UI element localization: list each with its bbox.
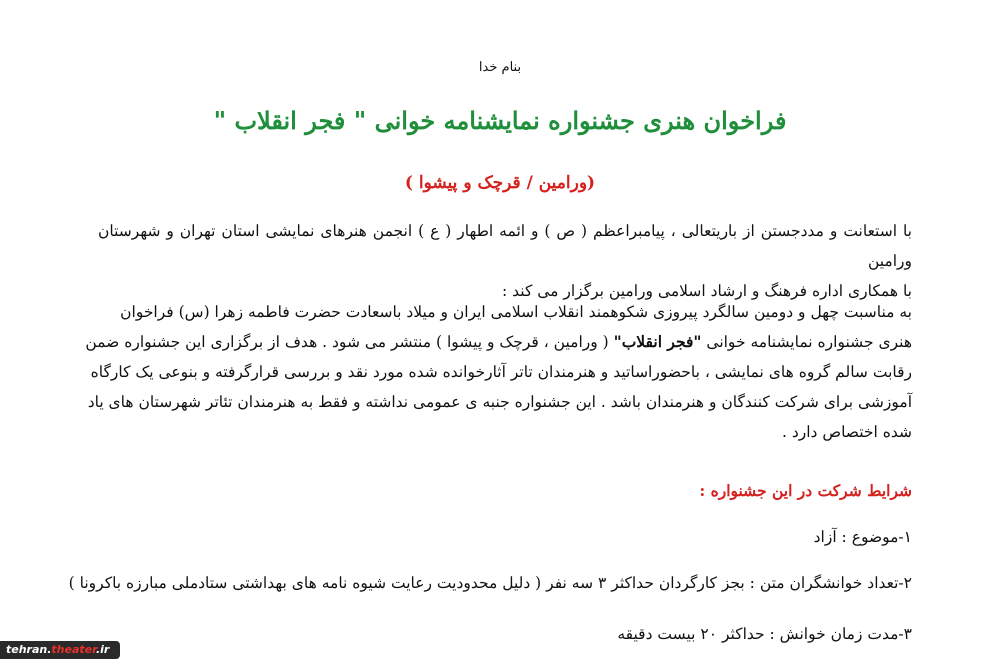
site-watermark	[0, 641, 120, 659]
bismillah-heading: بنام خدا	[478, 60, 522, 75]
conditions-heading: شرایط شرکت در این جشنواره :	[699, 481, 912, 500]
subtitle-locations: (ورامین / قرچک و پیشوا )	[404, 173, 596, 193]
body-line	[85, 327, 912, 357]
watermark-suffix: .ir	[95, 643, 110, 656]
condition-item: ۱-موضوع : آزاد	[813, 528, 912, 546]
body-line: آموزشی برای شرکت کنندگان و هنرمندان باشد . این جشنواره جنبه ی عمومی نداشته و فقط به هنرمندان تئاتر شهرستان های یاد	[87, 393, 912, 411]
condition-item: ۲-تعداد خوانشگران متن : بجز کارگردان حداکثر ۳ سه نفر ( دلیل محدودیت رعایت شیوه نامه های بهداشتی ستادملی مبارزه باکرونا )	[68, 574, 912, 592]
watermark-accent: theater	[51, 643, 96, 656]
body-line: به مناسبت چهل و دومین سالگرد پیروزی شکوهمند انقلاب اسلامی ایران و میلاد باسعادت حضرت فاطمه زهرا (س) فراخوان	[120, 303, 912, 321]
body-line-part: ( ورامین ، قرچک و پیشوا ) منتشر می شود . هدف از برگزاری این جشنواره ضمن	[85, 333, 614, 351]
watermark-prefix: tehran.	[6, 643, 52, 656]
intro-line: با استعانت و مددجستن از باریتعالی ، پیامبراعظم ( ص ) و ائمه اطهار ( ع ) انجمن هنرهای نمایشی استان تهران و شهرستان ورامین	[98, 222, 912, 270]
main-title: فراخوان هنری جشنواره نمایشنامه خوانی " فجر انقلاب "	[213, 106, 787, 135]
intro-line: با همکاری اداره فرهنگ و ارشاد اسلامی ورامین برگزار می کند :	[501, 282, 912, 300]
body-paragraph	[85, 297, 912, 447]
festival-name: "فجر انقلاب"	[613, 332, 702, 351]
body-line-part: هنری جشنواره نمایشنامه خوانی	[701, 333, 912, 351]
intro-paragraph	[98, 216, 912, 306]
body-line: رقابت سالم گروه های نمایشی ، باحضوراساتید و هنرمندان تاتر آثارخوانده شده مورد نقد و بررسی قرارگرفته و بنوعی یک کارگاه	[90, 363, 912, 381]
body-line: شده اختصاص دارد .	[781, 423, 912, 441]
condition-item: ۳-مدت زمان خوانش : حداکثر ۲۰ بیست دقیقه	[617, 625, 912, 643]
